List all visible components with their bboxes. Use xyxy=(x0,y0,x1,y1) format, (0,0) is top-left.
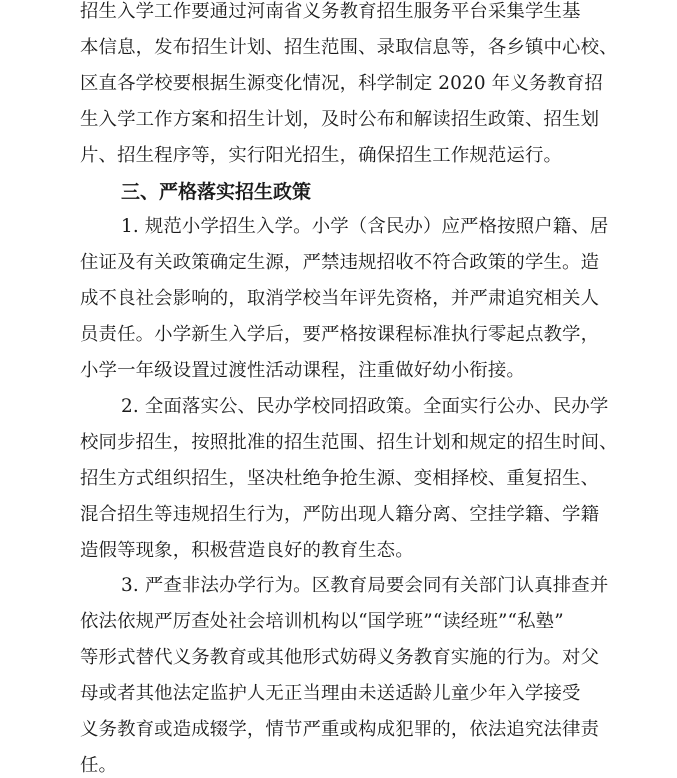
intro-line-4: 生入学工作方案和招生计划，及时公布和解读招生政策、招生划 xyxy=(80,108,600,130)
item-1-line-2: 住证及有关政策确定生源，严禁违规招收不符合政策的学生。造 xyxy=(80,252,600,274)
item-1-line-4: 员责任。小学新生入学后，要严格按课程标准执行零起点教学， xyxy=(80,324,600,346)
intro-line-3: 区直各学校要根据生源变化情况，科学制定 2020 年义务教育招 xyxy=(80,72,603,94)
section-heading: 三、严格落实招生政策 xyxy=(121,180,312,203)
item-3-line-3: 等形式替代义务教育或其他形式妨碍义务教育实施的行为。对父 xyxy=(80,647,600,669)
item-2-line-3: 招生方式组织招生，坚决杜绝争抢生源、变相择校、重复招生、 xyxy=(80,467,600,489)
intro-line-1: 招生入学工作要通过河南省义务教育招生服务平台采集学生基 xyxy=(80,1,581,22)
item-1-line-1: 1. 规范小学招生入学。小学（含民办）应严格按照户籍、居 xyxy=(121,216,609,238)
item-2-line-1: 2. 全面落实公、民办学校同招政策。全面实行公办、民办学 xyxy=(121,395,609,417)
item-3-line-1: 3. 严查非法办学行为。区教育局要会同有关部门认真排查并 xyxy=(121,575,609,597)
item-3-line-6: 任。 xyxy=(80,755,118,776)
intro-line-2: 本信息，发布招生计划、招生范围、录取信息等，各乡镇中心校、 xyxy=(80,36,618,58)
item-1-line-5: 小学一年级设置过渡性活动课程，注重做好幼小衔接。 xyxy=(80,360,525,382)
item-3-line-4: 母或者其他法定监护人无正当理由未送适龄儿童少年入学接受 xyxy=(80,683,581,705)
item-1-line-3: 成不良社会影响的，取消学校当年评先资格，并严肃追究相关人 xyxy=(80,288,600,310)
item-3-line-5: 义务教育或造成辍学，情节严重或构成犯罪的，依法追究法律责 xyxy=(80,719,600,741)
intro-line-5: 片、招生程序等，实行阳光招生，确保招生工作规范运行。 xyxy=(80,144,563,166)
item-2-line-4: 混合招生等违规招生行为，严防出现人籍分离、空挂学籍、学籍 xyxy=(80,503,600,525)
item-3-line-2: 依法依规严厉查处社会培训机构以“国学班”“读经班”“私塾” xyxy=(80,611,564,633)
item-2-line-5: 造假等现象，积极营造良好的教育生态。 xyxy=(80,539,414,561)
item-2-line-2: 校同步招生，按照批准的招生范围、招生计划和规定的招生时间、 xyxy=(80,431,618,453)
